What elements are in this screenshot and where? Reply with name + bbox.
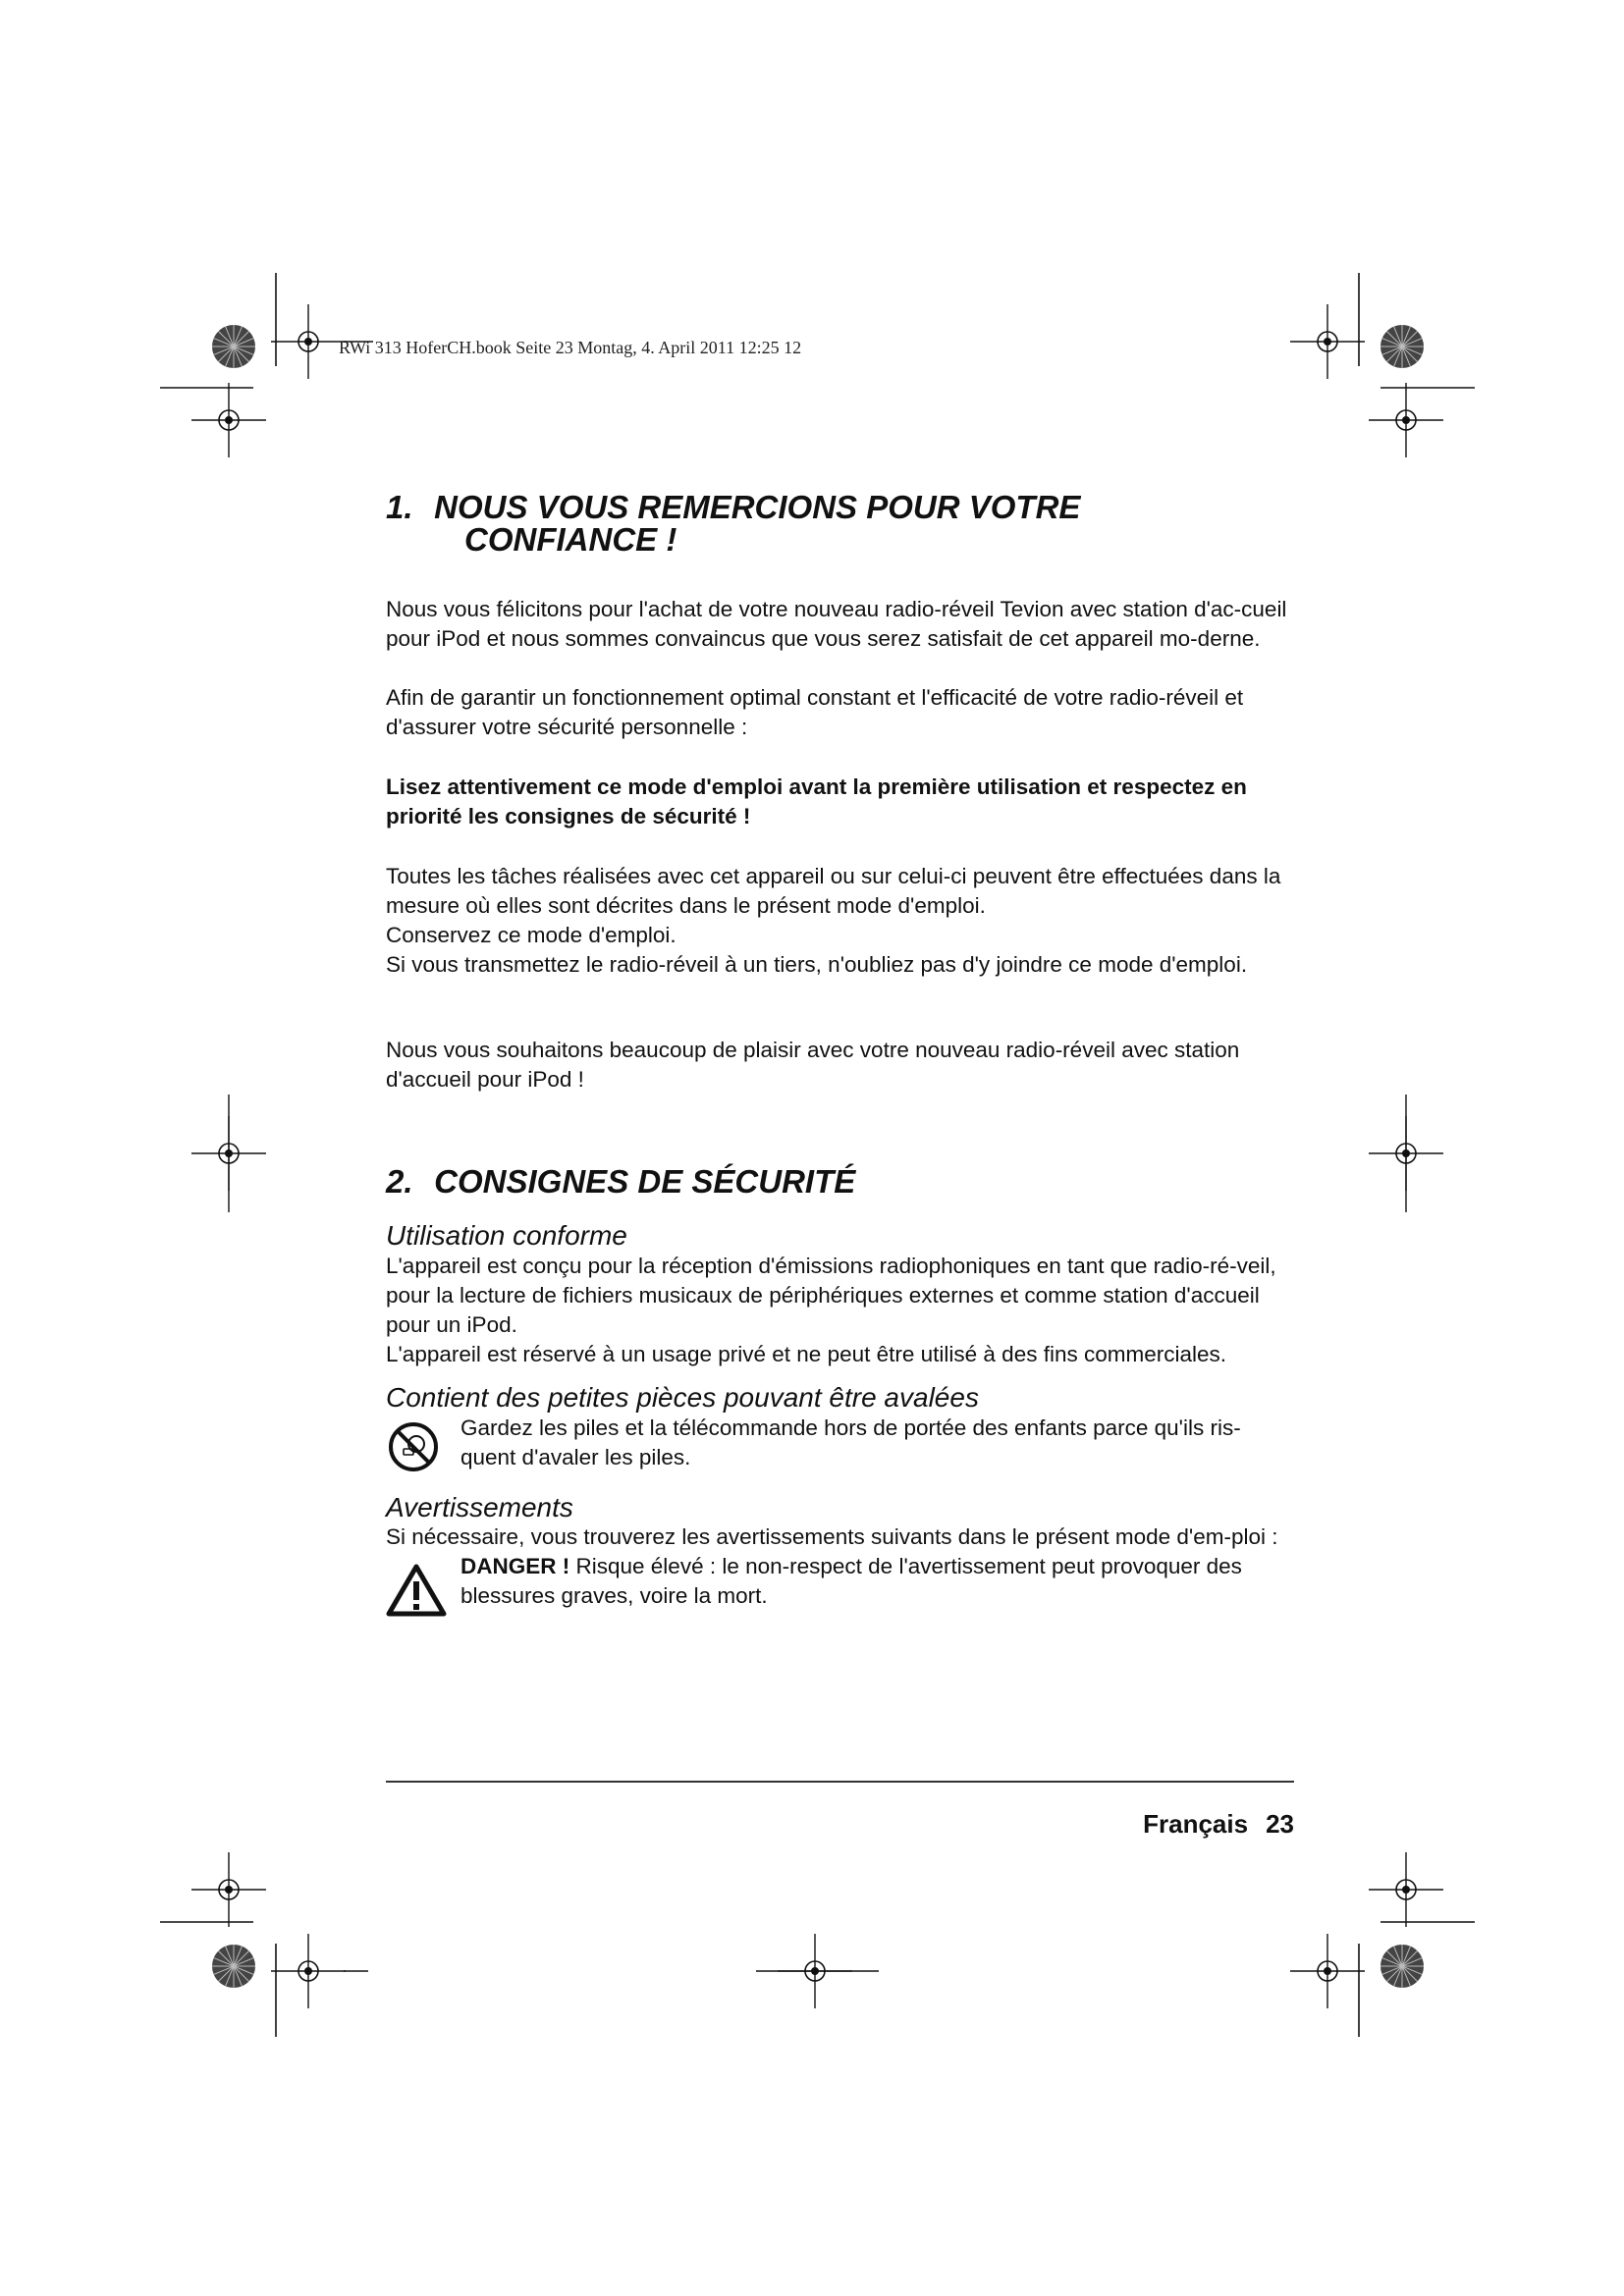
- section-1-title-line1: NOUS VOUS REMERCIONS POUR VOTRE: [434, 489, 1081, 525]
- danger-description: Risque élevé : le non-respect de l'avertissement peut provoquer des blessures graves, voire la mort.: [460, 1554, 1242, 1609]
- danger-warning: [386, 1552, 1294, 1622]
- crosshair-bottom-right: [1290, 1934, 1365, 2008]
- pass-on-manual-line: Si vous transmettez le radio-réveil à un tiers, n'oubliez pas d'y joindre ce mode d'emploi.: [386, 952, 1248, 977]
- subheading-small-parts: Contient des petites pièces pouvant être avalées: [386, 1381, 979, 1413]
- print-header-slug: RWi 313 HoferCH.book Seite 23 Montag, 4. April 2011 12:25 12: [339, 338, 802, 357]
- page-content: [386, 491, 1294, 1622]
- guarantee-paragraph: Afin de garantir un fonctionnement optimal constant et l'efficacité de votre radio-réveil et d'assurer votre sécurité personnelle :: [386, 685, 1244, 739]
- subheading-intended-use: Utilisation conforme: [386, 1220, 627, 1251]
- section-2-title: CONSIGNES DE SÉCURITÉ: [434, 1163, 856, 1200]
- footer-rule: [386, 1781, 1294, 1783]
- danger-label: DANGER !: [460, 1554, 570, 1579]
- registration-starburst-top-left: [212, 325, 255, 368]
- crosshair-right-lower: [1369, 1852, 1443, 1927]
- danger-text: [460, 1552, 1294, 1611]
- keep-manual-line: Conservez ce mode d'emploi.: [386, 923, 677, 947]
- intended-use-paragraph: L'appareil est conçu pour la réception d'émissions radiophoniques en tant que radio-ré-veil, pour la lecture de fichiers musicaux de périphériques externes et comme station d'accueil pour un iPod.: [386, 1253, 1276, 1337]
- crosshair-left-lower: [191, 1852, 266, 1927]
- section-2-number: 2.: [386, 1163, 413, 1200]
- page-footer: [1080, 1809, 1294, 1840]
- registration-starburst-bottom-left: [212, 1945, 255, 1988]
- choking-hazard-icon: [386, 1419, 441, 1474]
- crosshair-left-upper: [191, 383, 266, 457]
- section-1-number: 1.: [386, 489, 413, 525]
- section-1-title-line2: CONFIANCE !: [464, 521, 677, 558]
- warnings-intro: Si nécessaire, vous trouverez les avertissements suivants dans le présent mode d'em-ploi :: [386, 1524, 1278, 1550]
- intro-paragraph: Nous vous félicitons pour l'achat de votre nouveau radio-réveil Tevion avec station d'ac-cueil pour iPod et nous sommes convaincus que vous serez satisfait de cet appareil mo-derne.: [386, 597, 1287, 651]
- enjoy-paragraph: Nous vous souhaitons beaucoup de plaisir avec votre nouveau radio-réveil avec station d'accueil pour iPod !: [386, 1038, 1240, 1092]
- registration-starburst-top-right: [1380, 325, 1424, 368]
- crosshair-right-upper: [1369, 383, 1443, 457]
- small-parts-text: Gardez les piles et la télécommande hors de portée des enfants parce qu'ils ris-quent d'avaler les piles.: [460, 1415, 1241, 1469]
- warning-triangle-icon: [386, 1564, 447, 1617]
- section-1-heading: [386, 491, 1294, 556]
- section-2-heading: [386, 1165, 1294, 1198]
- page-number: 23: [1266, 1809, 1294, 1839]
- crosshair-top-left: [271, 304, 346, 379]
- footer-language: Français: [1143, 1809, 1249, 1839]
- read-instructions-notice: Lisez attentivement ce mode d'emploi avant la première utilisation et respectez en priorité les consignes de sécurité !: [386, 774, 1247, 828]
- registration-starburst-bottom-right: [1380, 1945, 1424, 1988]
- private-use-paragraph: L'appareil est réservé à un usage privé et ne peut être utilisé à des fins commerciales.: [386, 1341, 1226, 1366]
- small-parts-warning: [386, 1414, 1294, 1479]
- tasks-paragraph: Toutes les tâches réalisées avec cet appareil ou sur celui-ci peuvent être effectuées dans la mesure où elles sont décrites dans le présent mode d'emploi.: [386, 864, 1281, 918]
- crosshair-bottom-left: [271, 1934, 346, 2008]
- subheading-warnings: Avertissements: [386, 1491, 573, 1522]
- crosshair-top-right: [1290, 304, 1365, 379]
